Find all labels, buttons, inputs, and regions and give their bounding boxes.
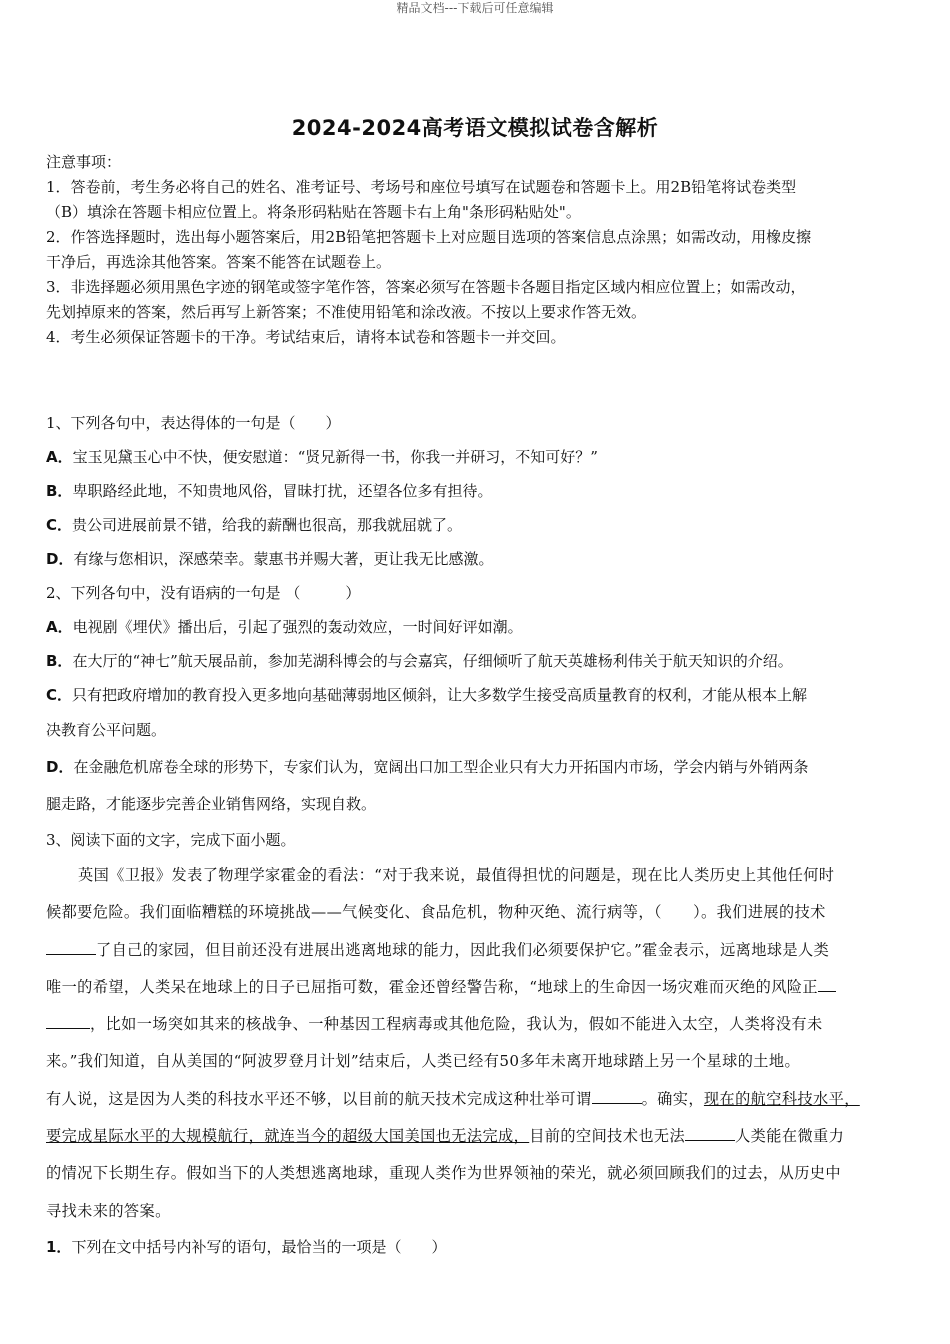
option-letter: C． [46, 516, 73, 534]
option-text: 电视剧《埋伏》播出后，引起了强烈的轰动效应，一时间好评如潮。 [72, 618, 523, 636]
passage-text: 了自己的家园，但目前还没有进展出逃离地球的能力，因此我们必须要保护它。”霍金表示，远离地球是人类 [96, 940, 830, 959]
notes-line: 3．非选择题必须用黑色字迹的钢笔或签字笔作答，答案必须写在答题卡各题目指定区域内相应位置上；如需改动， [46, 278, 806, 296]
fill-blank [685, 1126, 735, 1141]
notes-line: （B）填涂在答题卡相应位置上。将条形码粘贴在答题卡右上角"条形码粘贴处"。 [46, 203, 581, 221]
notes-line: 4．考生必须保证答题卡的干净。考试结束后，请将本试卷和答题卡一并交回。 [46, 328, 566, 346]
option-d-continued: 腿走路，才能逐步完善企业销售网络，实现自救。 [46, 795, 377, 813]
option-d [46, 542, 902, 576]
option-a [46, 610, 902, 644]
document-body [46, 150, 902, 1264]
passage-line: 候都要危险。我们面临糟糕的环境挑战——气候变化、食品危机，物种灭绝、流行病等，（ ）。我们进展的技术 [46, 903, 826, 922]
passage-text: 人类能在微重力 [735, 1127, 845, 1146]
passage-text: 唯一的希望，人类呆在地球上的日子已屈指可数，霍金还曾经警告称，“地球上的生命因一场灾难而灭绝的风险正 [46, 977, 818, 996]
page-header-note: 精品文档---下载后可任意编辑 [396, 1, 554, 15]
option-text: 卑职路经此地，不知贵地风俗，冒昧打扰，还望各位多有担待。 [72, 482, 493, 500]
notes-line: 2．作答选择题时，选出每小题答案后，用2B铅笔把答题卡上对应题目选项的答案信息点涂黑；如需改动，用橡皮擦 [46, 228, 812, 246]
fill-blank [592, 1089, 642, 1104]
sub-question-number: 1． [46, 1237, 72, 1256]
passage-line: 寻找未来的答案。 [46, 1201, 171, 1220]
option-d [46, 749, 902, 786]
passage-line: 英国《卫报》发表了物理学家霍金的看法：“对于我来说，最值得担忧的问题是，现在比人类历史上其他任何时 [78, 866, 835, 884]
option-text: 宝玉见黛玉心中不快，便安慰道：“贤兄新得一书，你我一并研习，不知可好？” [72, 448, 598, 466]
passage-text: ，比如一场突如其来的核战争、一种基因工程病毒或其他危险，我认为，假如不能进入太空，人类将没有未 [90, 1015, 823, 1034]
sub-question-text: 下列在文中括号内补写的语句，最恰当的一项是（ ） [71, 1237, 447, 1256]
underlined-sentence: 要完成星际水平的大规模航行，就连当今的超级大国美国也无法完成， [46, 1127, 530, 1146]
option-letter: A． [46, 618, 73, 636]
notes-heading: 注意事项： [46, 153, 122, 171]
passage-line [46, 932, 902, 969]
question-stem: 3、阅读下面的文字，完成下面小题。 [46, 831, 296, 849]
passage-text: 目前的空间技术也无法 [529, 1127, 686, 1146]
underlined-sentence: 现在的航空科技水平， [703, 1089, 860, 1108]
option-c [46, 678, 902, 712]
passage-line [46, 1118, 902, 1155]
passage-text: 有人说，这是因为人类的科技水平还不够，以目前的航天技术完成这种壮举可谓 [46, 1089, 592, 1108]
question-stem: 1、下列各句中，表达得体的一句是（ ） [46, 414, 341, 432]
option-text: 在金融危机席卷全球的形势下，专家们认为，宽阔出口加工型企业只有大力开拓国内市场，学会内销与外销两条 [73, 758, 809, 776]
fill-blank [818, 977, 836, 992]
notes-line: 干净后，再选涂其他答案。答案不能答在试题卷上。 [46, 253, 392, 271]
option-text: 在大厅的“神七”航天展品前，参加芜湖科博会的与会嘉宾，仔细倾听了航天英雄杨利伟关于航天知识的介绍。 [72, 652, 793, 670]
spacer [46, 350, 902, 406]
fill-blank [46, 940, 96, 955]
fill-blank [46, 1014, 90, 1029]
option-letter: B． [46, 652, 73, 670]
option-letter: D． [46, 758, 74, 776]
option-a [46, 440, 902, 474]
option-letter: C． [46, 686, 73, 704]
option-text: 有缘与您相识，深感荣幸。蒙惠书并赐大著，更让我无比感激。 [73, 550, 494, 568]
option-letter: B． [46, 482, 73, 500]
reading-passage [46, 857, 902, 1230]
passage-line [46, 969, 902, 1006]
passage-text: 。确实， [641, 1089, 704, 1108]
option-text: 贵公司进展前景不错，给我的薪酬也很高，那我就屈就了。 [72, 516, 463, 534]
question-stem: 2、下列各句中，没有语病的一句是 （ ） [46, 584, 361, 602]
passage-line [46, 1006, 902, 1043]
passage-line: 的情况下长期生存。假如当下的人类想逃离地球，重现人类作为世界领袖的荣光，就必须回顾我们的过去，从历史中 [46, 1164, 841, 1183]
exam-notes [46, 150, 902, 350]
option-c-continued: 决教育公平问题。 [46, 721, 167, 739]
page-title: 2024-2024高考语文模拟试卷含解析 [291, 116, 659, 140]
passage-line: 来。”我们知道，自从美国的“阿波罗登月计划”结束后，人类已经有50多年未离开地球踏上另一个星球的土地。 [46, 1052, 801, 1071]
question-2 [46, 576, 902, 857]
option-letter: A． [46, 448, 73, 466]
option-c [46, 508, 902, 542]
sub-question-1 [46, 1230, 902, 1264]
passage-line [46, 1081, 902, 1118]
option-b [46, 474, 902, 508]
option-text: 只有把政府增加的教育投入更多地向基础薄弱地区倾斜，让大多数学生接受高质量教育的权利，才能从根本上解 [72, 686, 808, 704]
question-1 [46, 406, 902, 576]
sub-question-stem [46, 1230, 902, 1264]
option-letter: D． [46, 550, 74, 568]
notes-line: 先划掉原来的答案，然后再写上新答案；不准使用铅笔和涂改液。不按以上要求作答无效。 [46, 303, 647, 321]
notes-line: 1．答卷前，考生务必将自己的姓名、准考证号、考场号和座位号填写在试题卷和答题卡上。用2B铅笔将试卷类型 [46, 178, 797, 196]
option-b [46, 644, 902, 678]
